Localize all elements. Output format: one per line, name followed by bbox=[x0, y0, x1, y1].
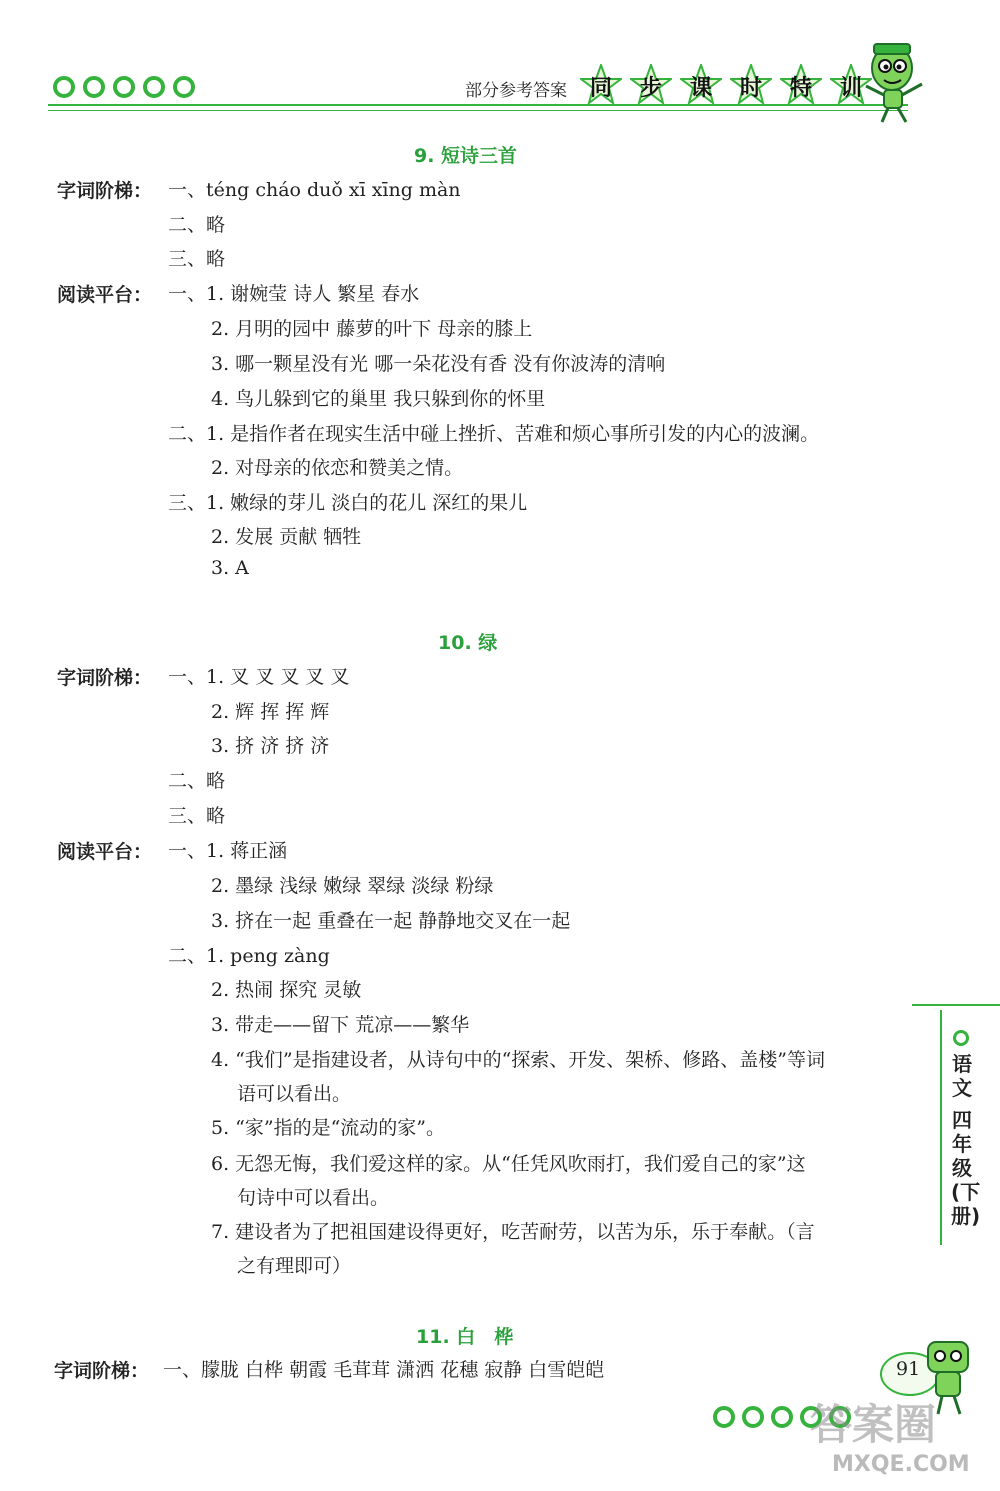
section-title: 11. 白 桦 bbox=[416, 1326, 514, 1348]
answer-line: 2. 热闹 探究 灵敏 bbox=[211, 979, 362, 1001]
answer-line: 2. 墨绿 浅绿 嫩绿 翠绿 淡绿 粉绿 bbox=[211, 875, 494, 897]
star-icon bbox=[580, 64, 622, 106]
mascot-icon bbox=[860, 40, 930, 125]
answer-line: 3. 哪一颗星没有光 哪一朵花没有香 没有你波涛的清响 bbox=[211, 353, 666, 375]
answer-line: 2. 发展 贡献 牺牲 bbox=[211, 526, 362, 548]
answer-line: 一、朦胧 白桦 朝霞 毛茸茸 潇洒 花穗 寂静 白雪皑皑 bbox=[163, 1359, 605, 1381]
answer-line: 6. 无怨无悔，我们爱这样的家。从“任凭风吹雨打，我们爱自己的家”这 bbox=[211, 1153, 806, 1175]
answer-line: 2. 辉 挥 挥 辉 bbox=[211, 701, 330, 723]
answer-line: 一、téng cháo duǒ xī xīng màn bbox=[168, 179, 461, 201]
label-reading: 阅读平台： bbox=[57, 284, 153, 306]
page-number: 91 bbox=[896, 1358, 921, 1380]
star-icon bbox=[730, 64, 772, 106]
label-reading: 阅读平台： bbox=[57, 841, 153, 863]
watermark-logo: 答案圈 bbox=[810, 1400, 937, 1449]
answer-line: 一、1. 叉 叉 叉 叉 叉 bbox=[168, 666, 350, 688]
circle-icon bbox=[742, 1406, 764, 1428]
answer-line: 句诗中可以看出。 bbox=[237, 1187, 390, 1209]
side-volume: (下册) bbox=[951, 1180, 981, 1228]
circle-icon bbox=[53, 76, 75, 98]
answer-line: 二、1. peng zàng bbox=[168, 945, 330, 967]
title-char: 步 bbox=[639, 76, 662, 101]
header-subtitle: 部分参考答案 bbox=[465, 81, 567, 101]
side-subject: 语文 bbox=[952, 1052, 972, 1100]
header-circles bbox=[53, 76, 195, 98]
circle-icon bbox=[713, 1406, 735, 1428]
section-title: 9. 短诗三首 bbox=[414, 145, 518, 167]
answer-line: 3. A bbox=[211, 557, 249, 579]
answer-line: 7. 建设者为了把祖国建设得更好，吃苦耐劳，以苦为乐，乐于奉献。（言 bbox=[211, 1221, 815, 1243]
star-icon bbox=[680, 64, 722, 106]
title-char: 时 bbox=[739, 76, 762, 101]
answer-line: 3. 带走——留下 荒凉——繁华 bbox=[211, 1014, 470, 1036]
answer-line: 二、1. 是指作者在现实生活中碰上挫折、苦难和烦心事所引发的内心的波澜。 bbox=[168, 423, 820, 445]
side-rule-vertical bbox=[940, 1010, 942, 1245]
side-grade: 四年级 bbox=[952, 1108, 972, 1180]
circle-icon bbox=[173, 76, 195, 98]
circle-icon bbox=[83, 76, 105, 98]
answer-line: 2. 月明的园中 藤萝的叶下 母亲的膝上 bbox=[211, 318, 533, 340]
answer-line: 一、1. 谢婉莹 诗人 繁星 春水 bbox=[168, 283, 420, 305]
answer-line: 语可以看出。 bbox=[237, 1083, 352, 1105]
answer-line: 4. “我们”是指建设者，从诗句中的“探索、开发、架桥、修路、盖楼”等词 bbox=[211, 1049, 826, 1071]
answer-line: 3. 挤 济 挤 济 bbox=[211, 735, 330, 757]
star-icon bbox=[780, 64, 822, 106]
answer-line: 4. 鸟儿躲到它的巢里 我只躲到你的怀里 bbox=[211, 388, 546, 410]
answer-line: 二、略 bbox=[168, 214, 226, 236]
label-word-ladder: 字词阶梯： bbox=[57, 667, 153, 689]
answer-line: 3. 挤在一起 重叠在一起 静静地交叉在一起 bbox=[211, 910, 571, 932]
header-rule-thin bbox=[48, 110, 908, 111]
answer-line: 三、1. 嫩绿的芽儿 淡白的花儿 深红的果儿 bbox=[168, 492, 528, 514]
watermark-url: MXQE.COM bbox=[832, 1452, 970, 1477]
answer-line: 2. 对母亲的依恋和赞美之情。 bbox=[211, 457, 464, 479]
side-rule bbox=[912, 1004, 1000, 1006]
title-char: 课 bbox=[689, 76, 712, 101]
answer-line: 三、略 bbox=[168, 805, 226, 827]
answer-line: 一、1. 蒋正涵 bbox=[168, 840, 288, 862]
answer-line: 二、略 bbox=[168, 770, 226, 792]
label-word-ladder: 字词阶梯： bbox=[57, 180, 153, 202]
answer-line: 5. “家”指的是“流动的家”。 bbox=[211, 1117, 446, 1139]
title-char: 训 bbox=[839, 76, 862, 101]
circle-icon bbox=[143, 76, 165, 98]
title-char: 同 bbox=[589, 76, 612, 101]
answer-line: 三、略 bbox=[168, 248, 226, 270]
star-icon bbox=[630, 64, 672, 106]
section-title: 10. 绿 bbox=[438, 632, 498, 654]
circle-icon bbox=[771, 1406, 793, 1428]
answer-line: 之有理即可） bbox=[237, 1255, 352, 1277]
label-word-ladder: 字词阶梯： bbox=[54, 1360, 150, 1382]
circle-icon bbox=[113, 76, 135, 98]
header-title bbox=[580, 64, 872, 106]
circle-icon bbox=[953, 1030, 969, 1046]
title-char: 特 bbox=[789, 76, 812, 101]
